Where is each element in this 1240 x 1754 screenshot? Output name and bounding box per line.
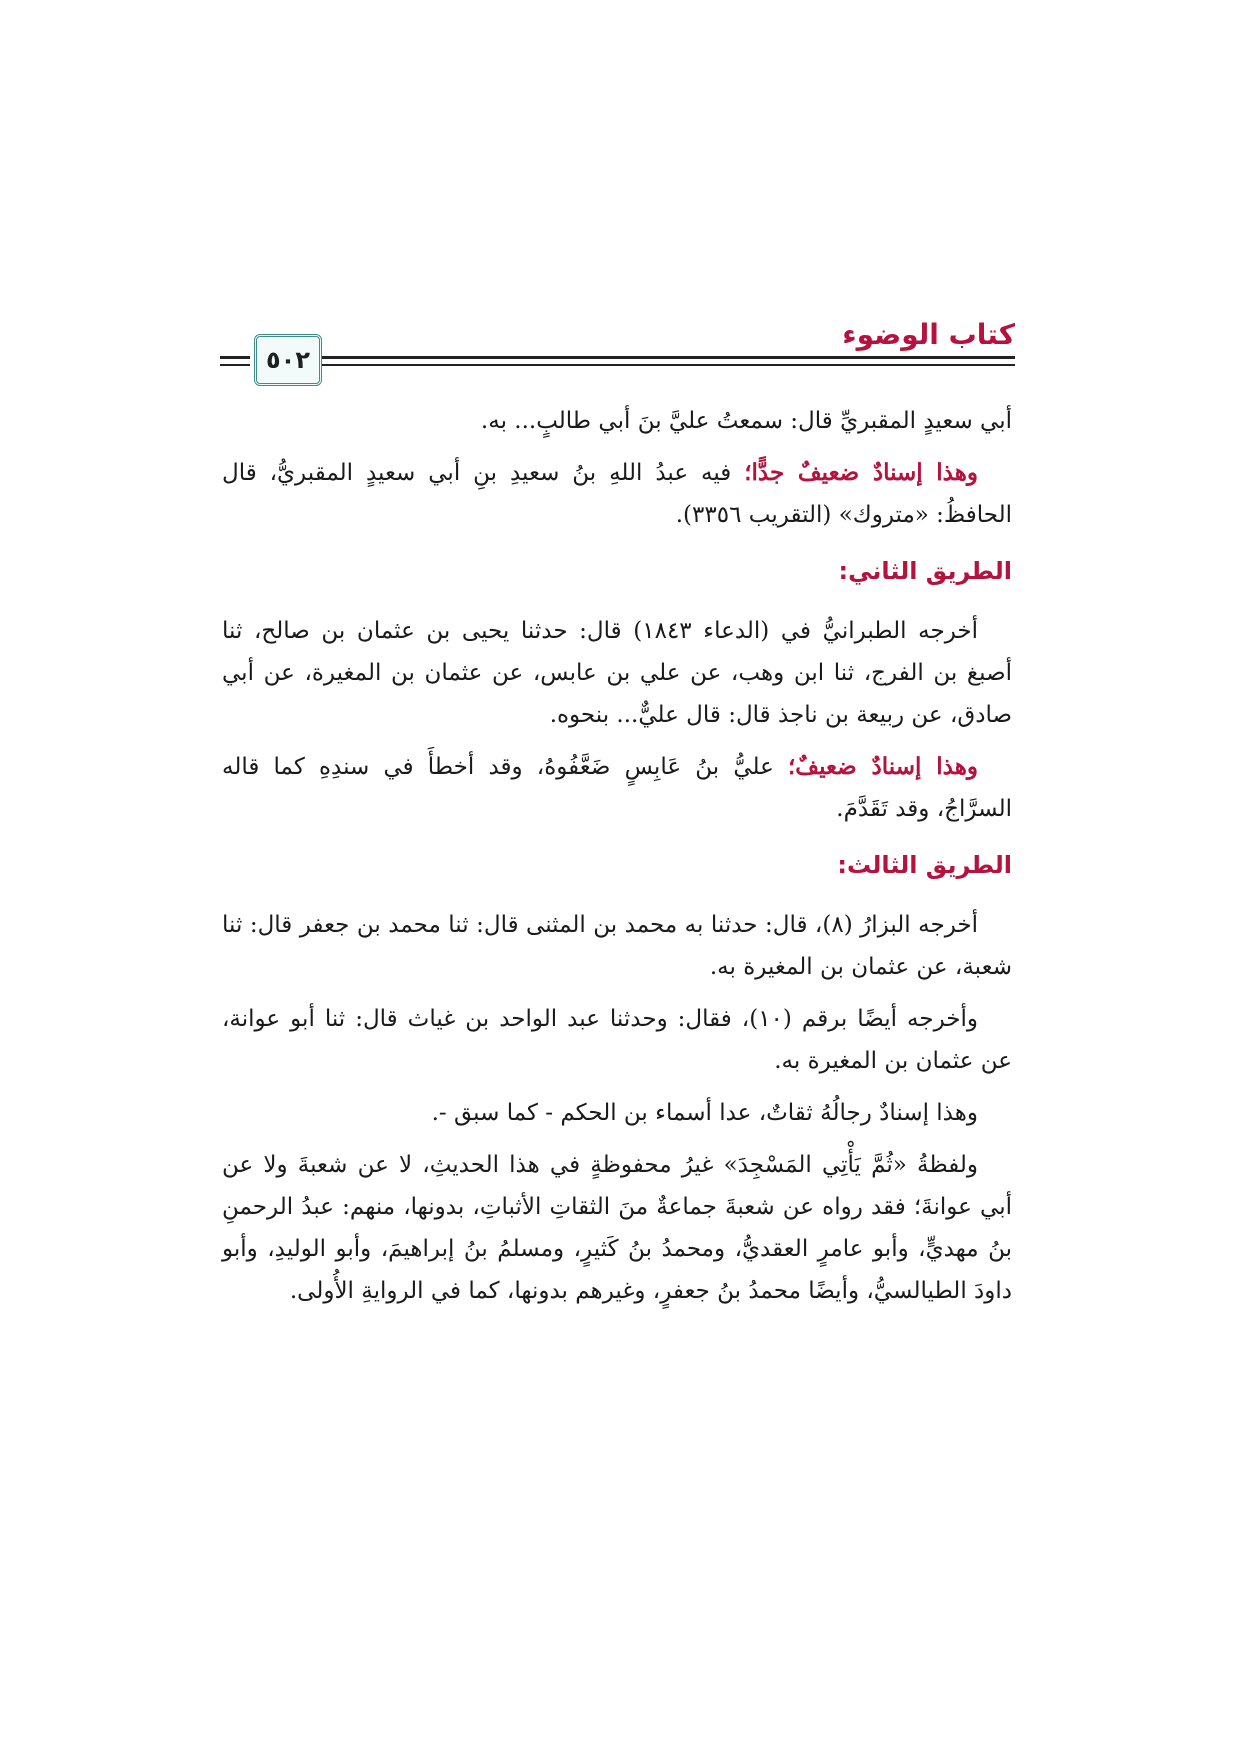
page-header: [220, 314, 1015, 384]
grading-highlight: وهذا إسنادٌ ضعيفٌ جدًّا؛: [744, 459, 978, 486]
page-number-frame: [254, 334, 322, 386]
paragraph: وهذا إسنادٌ رجالُهُ ثقاتٌ، عدا أسماء بن الحكم - كما سبق -.: [431, 1100, 978, 1126]
header-rule: [220, 356, 250, 359]
header-rule: [320, 364, 1015, 366]
paragraph: [222, 452, 1012, 536]
paragraph-text: عليُّ بنُ عَابِسٍ ضَعَّفُوهُ، وقد أخطأَ في سندِهِ كما قاله السرَّاجُ، وقد تَقَدَّمَ.: [222, 754, 1012, 822]
paragraph: وأخرجه أيضًا برقم (١٠)، فقال: وحدثنا عبد الواحد بن غياث قال: ثنا أبو عوانة، عن عثمان بن المغيرة به.: [222, 1006, 1012, 1074]
paragraph: ولفظةُ «ثُمَّ يَأْتِي المَسْجِدَ» غيرُ محفوظةٍ في هذا الحديثِ، لا عن شعبةَ ولا عن أبي عوانةَ؛ فقد رواه عن شعبةَ جماعةٌ منَ الثقاتِ الأثباتِ، بدونها، منهم: عبدُ الرحمنِ بنُ مهديٍّ، وأبو عامرٍ العقديُّ، ومحمدُ بنُ كَثيرٍ، ومسلمُ بنُ إبراهيمَ، وأبو الوليدِ، وأبو داودَ الطيالسيُّ، وأيضًا محمدُ بنُ جعفرٍ، وغيرهم بدونها، كما في الروايةِ الأُولى.: [222, 1152, 1012, 1304]
book-title: كتاب الوضوء: [842, 318, 1015, 351]
page-body: [222, 400, 1012, 1322]
grading-highlight: وهذا إسنادٌ ضعيفٌ؛: [788, 753, 978, 780]
paragraph-text: فيه عبدُ اللهِ بنُ سعيدِ بنِ أبي سعيدٍ المقبريُّ، قال الحافظُ: «متروك» (التقريب ٣٣٥٦).: [222, 460, 1012, 528]
paragraph: أبي سعيدٍ المقبريِّ قال: سمعتُ عليَّ بنَ أبي طالبٍ... به.: [480, 408, 1012, 434]
page-number: ٥٠٢: [266, 346, 310, 374]
paragraph: أخرجه البزارُ (٨)، قال: حدثنا به محمد بن المثنى قال: ثنا محمد بن جعفر قال: ثنا شعبة، عن عثمان بن المغيرة به.: [222, 912, 1012, 980]
paragraph: [222, 746, 1012, 830]
section-heading: الطريق الثاني:: [838, 557, 1012, 585]
header-rule: [220, 364, 250, 366]
header-rule: [320, 356, 1015, 359]
paragraph: أخرجه الطبرانيُّ في (الدعاء ١٨٤٣) قال: حدثنا يحيى بن عثمان بن صالح، ثنا أصبغ بن الفرج، ثنا ابن وهب، عن علي بن عابس، عن عثمان بن المغيرة، عن أبي صادق، عن ربيعة بن ناجذ قال: قال عليٌّ... بنحوه.: [222, 618, 1012, 728]
section-heading: الطريق الثالث:: [837, 851, 1012, 879]
